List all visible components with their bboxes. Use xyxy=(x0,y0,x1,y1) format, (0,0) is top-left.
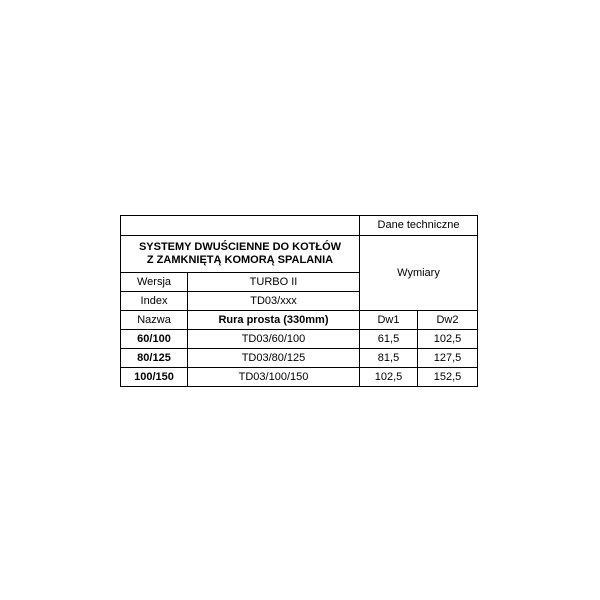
table-row xyxy=(121,330,478,349)
system-title-line2: Z ZAMKNIĘTĄ KOMORĄ SPALANIA xyxy=(146,254,334,266)
row-dw2: 152,5 xyxy=(418,368,478,387)
blank-header-cell xyxy=(121,216,360,236)
wymiary-header: Wymiary xyxy=(360,236,478,311)
row-dw1: 81,5 xyxy=(360,349,418,368)
row-dw2: 102,5 xyxy=(418,330,478,349)
row-name: 100/150 xyxy=(121,368,188,387)
system-title-line1: SYSTEMY DWUŚCIENNE DO KOTŁÓW xyxy=(138,241,342,253)
table-row xyxy=(121,368,478,387)
dane-techniczne-header: Dane techniczne xyxy=(360,216,478,236)
row-dw1: 102,5 xyxy=(360,368,418,387)
row-dw2: 127,5 xyxy=(418,349,478,368)
system-title xyxy=(121,236,360,273)
index-value: TD03/xxx xyxy=(188,292,360,311)
wersja-label: Wersja xyxy=(121,273,188,292)
wersja-value: TURBO II xyxy=(188,273,360,292)
row-code: TD03/100/150 xyxy=(188,368,360,387)
product-label: Rura prosta (330mm) xyxy=(188,311,360,330)
index-label: Index xyxy=(121,292,188,311)
nazwa-label: Nazwa xyxy=(121,311,188,330)
dw2-header: Dw2 xyxy=(418,311,478,330)
row-name: 80/125 xyxy=(121,349,188,368)
row-dw1: 61,5 xyxy=(360,330,418,349)
table-row xyxy=(121,349,478,368)
dw1-header: Dw1 xyxy=(360,311,418,330)
row-code: TD03/60/100 xyxy=(188,330,360,349)
technical-data-table xyxy=(120,215,478,387)
row-code: TD03/80/125 xyxy=(188,349,360,368)
row-name: 60/100 xyxy=(121,330,188,349)
